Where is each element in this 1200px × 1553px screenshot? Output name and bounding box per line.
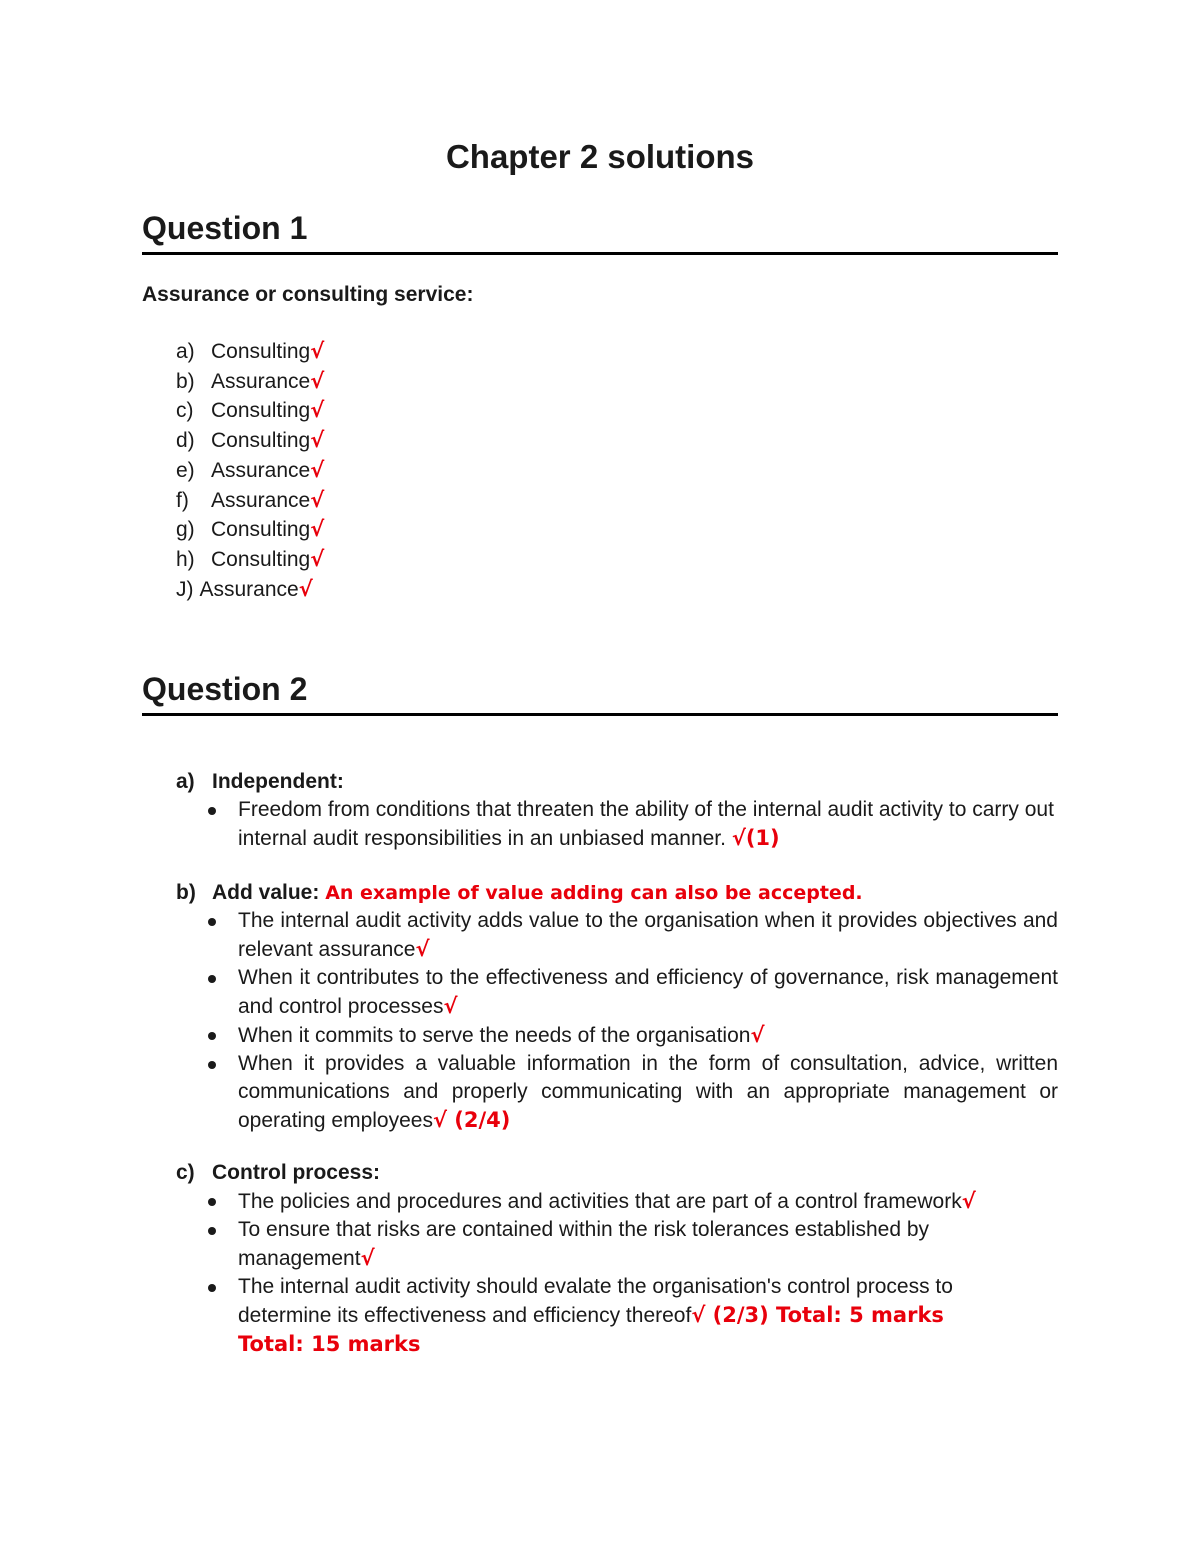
part-a-heading: a) Independent:	[176, 770, 344, 793]
mark-label: √(1)	[731, 826, 780, 850]
bullet-item: When it commits to serve the needs of the organisation√	[176, 1021, 1058, 1050]
question-2-heading: Question 2	[142, 669, 1058, 716]
bullet-item: The internal audit activity should evalate the organisation's control process to determine its effectiveness and efficiency thereof√ (2/3) Total: 5 marks	[176, 1273, 996, 1330]
part-b-note: An example of value adding can also be accepted.	[325, 882, 863, 904]
grand-total: Total: 15 marks	[238, 1332, 421, 1356]
mark-label: √ (2/3) Total: 5 marks	[691, 1303, 944, 1327]
answer-item: J) Assurance√	[176, 576, 313, 601]
check-mark: √	[360, 1246, 375, 1270]
question-1-heading: Question 1	[142, 208, 1058, 255]
answer-item: c) Consulting√	[176, 398, 325, 423]
check-mark: √	[310, 517, 325, 542]
bullet-item: The internal audit activity adds value to the organisation when it provides objectives and relevant assurance√	[176, 907, 1058, 964]
answer-item: h) Consulting√	[176, 546, 325, 571]
answer-item: b) Assurance√	[176, 368, 325, 393]
check-mark: √	[310, 428, 325, 453]
part-c-bullets	[176, 1187, 996, 1330]
part-b-bullets	[176, 907, 1058, 1135]
question-2-part-b	[176, 879, 1058, 1135]
bullet-item: To ensure that risks are contained within the risk tolerances established by management√	[176, 1216, 996, 1273]
answer-item: d) Consulting√	[176, 428, 325, 453]
part-a-bullets	[176, 796, 1058, 853]
check-mark: √	[310, 457, 325, 482]
bullet-item: The policies and procedures and activities that are part of a control framework√	[176, 1187, 996, 1216]
check-mark: √	[310, 368, 325, 393]
check-mark: √	[750, 1023, 765, 1047]
check-mark: √	[310, 487, 325, 512]
bullet-item: When it provides a valuable information in the form of consultation, advice, written communications and properly communicating with an appropriate management or operating employees√ (2/4)	[176, 1050, 1058, 1135]
part-c-heading: c) Control process:	[176, 1161, 381, 1184]
answer-item: e) Assurance√	[176, 457, 325, 482]
bullet-item: When it contributes to the effectiveness and efficiency of governance, risk management and control processes√	[176, 964, 1058, 1021]
answer-item: g) Consulting√	[176, 517, 325, 542]
page-title: Chapter 2 solutions	[445, 138, 755, 175]
question-2-part-a	[176, 768, 1058, 853]
question-1-subheading: Assurance or consulting service:	[142, 283, 474, 306]
answer-item: a) Consulting√	[176, 339, 325, 363]
question-1-answer-list	[176, 337, 324, 604]
check-mark: √	[310, 339, 325, 363]
bullet-item: Freedom from conditions that threaten the ability of the internal audit activity to carry out internal audit responsibilities in an unbiased manner. √(1)	[176, 796, 1058, 853]
check-mark: √	[961, 1189, 976, 1213]
check-mark: √	[415, 937, 430, 961]
question-2-part-c	[176, 1159, 1058, 1359]
check-mark: √	[443, 994, 458, 1018]
mark-label: √ (2/4)	[432, 1108, 511, 1132]
answer-item: f) Assurance√	[176, 487, 325, 512]
check-mark: √	[310, 398, 325, 423]
check-mark: √	[310, 546, 325, 571]
part-b-heading: b) Add value: An example of value adding can also be accepted.	[176, 881, 863, 904]
check-mark: √	[298, 576, 313, 601]
